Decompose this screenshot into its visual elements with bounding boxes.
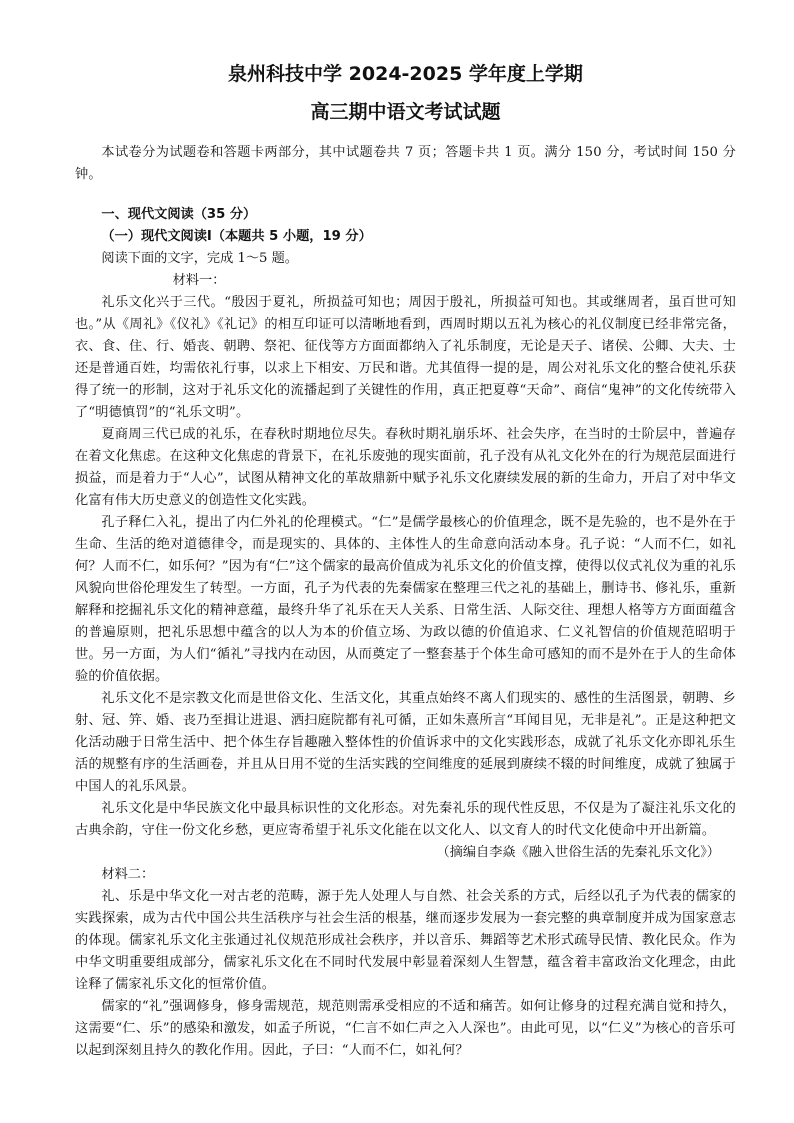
material-2-label: 材料二：	[101, 867, 155, 882]
exam-title-school: 泉州科技中学 2024-2025 学年度上学期	[228, 63, 583, 85]
material-2-paragraph: 礼、乐是中华文化一对古老的范畴，源于先人处理人与自然、社会关系的方式，后经以孔子为代表的儒家的实践探索，成为古代中国公共生活秩序与社会生活的根基，继而逐步发展为一套完整的典章制度并成为国家意志的体现。儒家礼乐文化主张通过礼仪规范形成社会秩序，并以音乐、舞蹈等艺术形式疏导民情、教化民众。作为中华文明重要组成部分，儒家礼乐文化在不同时代发展中彰显着深刻人生智慧，蕴含着丰富政治文化理念，由此诠释了儒家礼乐文化的恒常价值。	[75, 889, 736, 992]
material-1-label: 材料一：	[172, 273, 226, 288]
material-1-paragraph: 礼乐文化不是宗教文化而是世俗文化、生活文化，其重点始终不离人们现实的、感性的生活图景，朝聘、乡射、冠、笄、婚、丧乃至揖让进退、洒扫庭院都有礼可循，正如朱熹所言“耳闻目见，无非是礼”。正是这种把文化活动融于日常生活中、把个体生存旨趣融入整体性的价值诉求中的文化实践形态，成就了礼乐文化亦即礼乐生活的规整有序的生活画卷，并且从日用不觉的生活实践的空间维度的延展到赓续不辍的时间维度，成就了独属于中国人的礼乐风景。	[75, 691, 736, 794]
material-1-source: （摘编自李焱《融入世俗生活的先秦礼乐文化》）	[436, 845, 720, 860]
material-1-paragraph: 礼乐文化是中华民族文化中最具标识性的文化形态。对先秦礼乐的现代性反思，不仅是为了凝注礼乐文化的古典余韵，守住一份文化乡愁，更应寄希望于礼乐文化能在以文化人、以文育人的时代文化使命中开出新篇。	[75, 801, 736, 838]
exam-title-subject: 高三期中语文考试试题	[310, 101, 501, 123]
reading-instruction: 阅读下面的文字，完成 1～5 题。	[101, 251, 298, 266]
section-subheading: （一）现代文阅读Ⅰ（本题共 5 小题，19 分）	[101, 229, 372, 244]
material-2-paragraph: 儒家的“礼”强调修身，修身需规范，规范则需承受相应的不适和痛苦。如何让修身的过程充满自觉和持久，这需要“仁、乐”的感染和激发，如孟子所说，“仁言不如仁声之入人深也”。由此可见，以“仁义”为核心的音乐可以起到深刻且持久的教化作用。因此，子曰：“人而不仁，如礼何？	[75, 999, 736, 1058]
material-1-paragraph: 夏商周三代已成的礼乐，在春秋时期地位尽失。春秋时期礼崩乐坏、社会失序，在当时的士阶层中，普遍存在着文化焦虑。在这种文化焦虑的背景下，在礼乐废弛的现实面前，孔子没有从礼文化外在的行为规范层面进行损益，而是着力于“人心”，试图从精神文化的革故鼎新中赋予礼乐文化赓续发展的新的生命力，开启了对中华文化富有伟大历史意义的创造性文化实践。	[75, 427, 736, 508]
material-1-paragraph: 孔子释仁入礼，提出了内仁外礼的伦理模式。“仁”是儒学最核心的价值理念，既不是先验的，也不是外在于生命、生活的绝对道德律令，而是现实的、具体的、主体性人的生命意向活动本身。孔子说：“人而不仁，如礼何？人而不仁，如乐何？”因为有“仁”这个儒家的最高价值成为礼乐文化的价值支撑，使得以仪式礼仪为重的礼乐风貌向世俗伦理发生了转型。一方面，孔子为代表的先秦儒家在整理三代之礼的基础上，删诗书、修礼乐，重新解释和挖掘礼乐文化的精神意蕴，最终升华了礼乐在天人关系、日常生活、人际交往、理想人格等方方面面蕴含的普遍原则，把礼乐思想中蕴含的以人为本的价值立场、为政以德的价值追求、仁义礼智信的价值规范昭明于世。另一方面，为人们“循礼”寻找内在动因，从而奠定了一整套基于个体生命可感知的而不是外在于人的生命体验的价值依据。	[75, 515, 736, 684]
exam-intro: 本试卷分为试题卷和答题卡两部分，其中试题卷共 7 页；答题卡共 1 页。满分 150 分，考试时间 150 分钟。	[75, 145, 736, 182]
material-1-paragraph: 礼乐文化兴于三代。“殷因于夏礼，所损益可知也；周因于殷礼，所损益可知也。其或继周者，虽百世可知也。”从《周礼》《仪礼》《礼记》的相互印证可以清晰地看到，西周时期以五礼为核心的礼仪制度已经非常完备，衣、食、住、行、婚丧、朝聘、祭祀、征伐等方方面面都纳入了礼乐制度，无论是天子、诸侯、公卿、大夫、士还是普通百姓，均需依礼行事，以求上下相安、万民和谐。尤其值得一提的是，周公对礼乐文化的整合使礼乐获得了统一的形制，这对于礼乐文化的流播起到了关键性的作用，真正把夏尊“天命”、商信“鬼神”的文化传统带入了“明德慎罚”的“礼乐文明”。	[75, 295, 736, 420]
section-heading: 一、现代文阅读（35 分）	[101, 207, 257, 222]
